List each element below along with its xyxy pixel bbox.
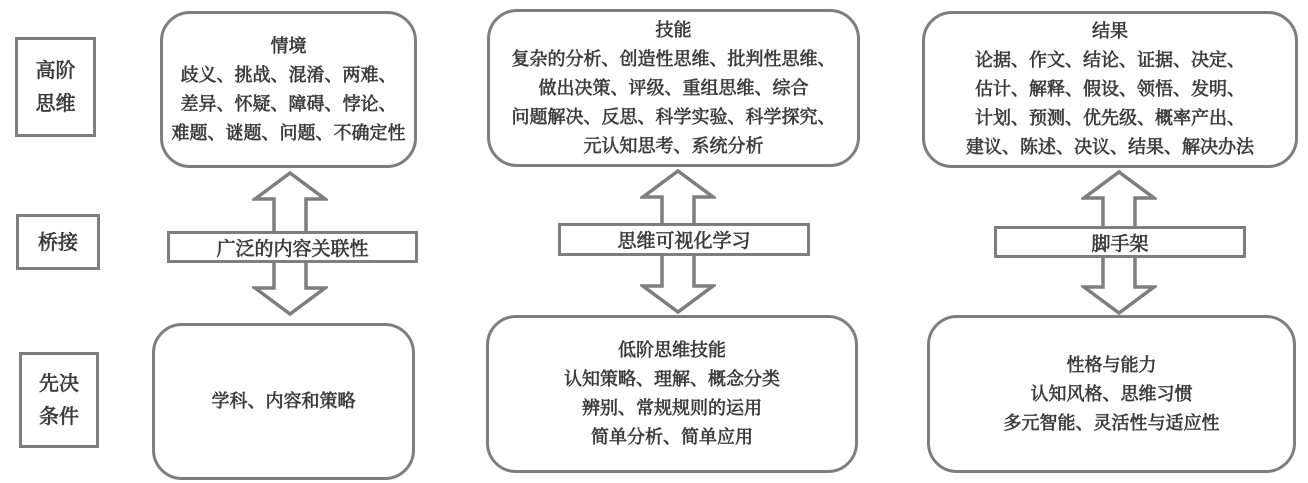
box-line: 估计、解释、假设、领悟、发明、 xyxy=(975,79,1245,100)
box-title: 低阶思维技能 xyxy=(618,340,726,361)
box-line: 问题解决、反思、科学实验、科学探究、 xyxy=(511,106,836,128)
box-title: 情境 xyxy=(270,35,307,57)
bridge-bar-label: 思维可视化学习 xyxy=(617,230,751,252)
bridge-bar-scaffolding xyxy=(994,226,1246,258)
box-line: 简单分析、简单应用 xyxy=(591,427,753,448)
box-line: 建议、陈述、决议、结果、解决办法 xyxy=(966,137,1254,158)
box-line: 难题、谜题、问题、不确定性 xyxy=(171,122,406,144)
box-line: 计划、预测、优先级、概率产出、 xyxy=(975,108,1245,129)
row-label-line: 高阶 xyxy=(35,58,76,82)
box-line: 认知风格、思维习惯 xyxy=(1030,383,1193,405)
bottom-box-lower-order-skills xyxy=(486,315,858,473)
row-label-prerequisites xyxy=(19,352,99,448)
top-box-situations xyxy=(160,11,417,168)
bridge-bar-visible-thinking xyxy=(558,223,810,256)
row-label-line: 思维 xyxy=(35,91,76,115)
box-line: 歧义、挑战、混淆、两难、 xyxy=(180,64,397,86)
box-line: 元认知思考、系统分析 xyxy=(583,135,764,157)
bridge-bar-label: 广泛的内容关联性 xyxy=(216,237,369,260)
box-line: 差异、怀疑、障碍、悖论、 xyxy=(180,93,397,115)
box-line: 多元智能、灵活性与适应性 xyxy=(1003,412,1220,434)
row-label-line: 条件 xyxy=(39,404,79,428)
top-box-outcomes xyxy=(922,11,1298,168)
box-line: 辨别、常规规则的运用 xyxy=(582,398,762,419)
box-title: 结果 xyxy=(1092,21,1128,42)
bottom-box-subjects xyxy=(152,323,415,480)
box-title: 技能 xyxy=(655,19,692,41)
bottom-box-character-ability xyxy=(927,315,1296,473)
bridge-bar-content-relevance xyxy=(167,231,418,263)
box-line: 学科、内容和策略 xyxy=(211,391,356,412)
bridge-bar-label: 脚手架 xyxy=(1091,232,1149,255)
box-line: 做出决策、评级、重组思维、综合 xyxy=(538,77,809,99)
box-line: 论据、作文、结论、证据、决定、 xyxy=(975,50,1245,71)
row-label-higher-order-thinking xyxy=(15,37,96,137)
row-label-bridging xyxy=(16,214,100,270)
top-box-skills xyxy=(487,9,860,167)
box-line: 认知策略、理解、概念分类 xyxy=(564,369,780,390)
row-label-line: 先决 xyxy=(39,371,79,395)
box-title: 性格与能力 xyxy=(1066,354,1157,376)
box-line: 复杂的分析、创造性思维、批判性思维、 xyxy=(511,48,836,70)
row-label-line: 桥接 xyxy=(38,229,78,254)
